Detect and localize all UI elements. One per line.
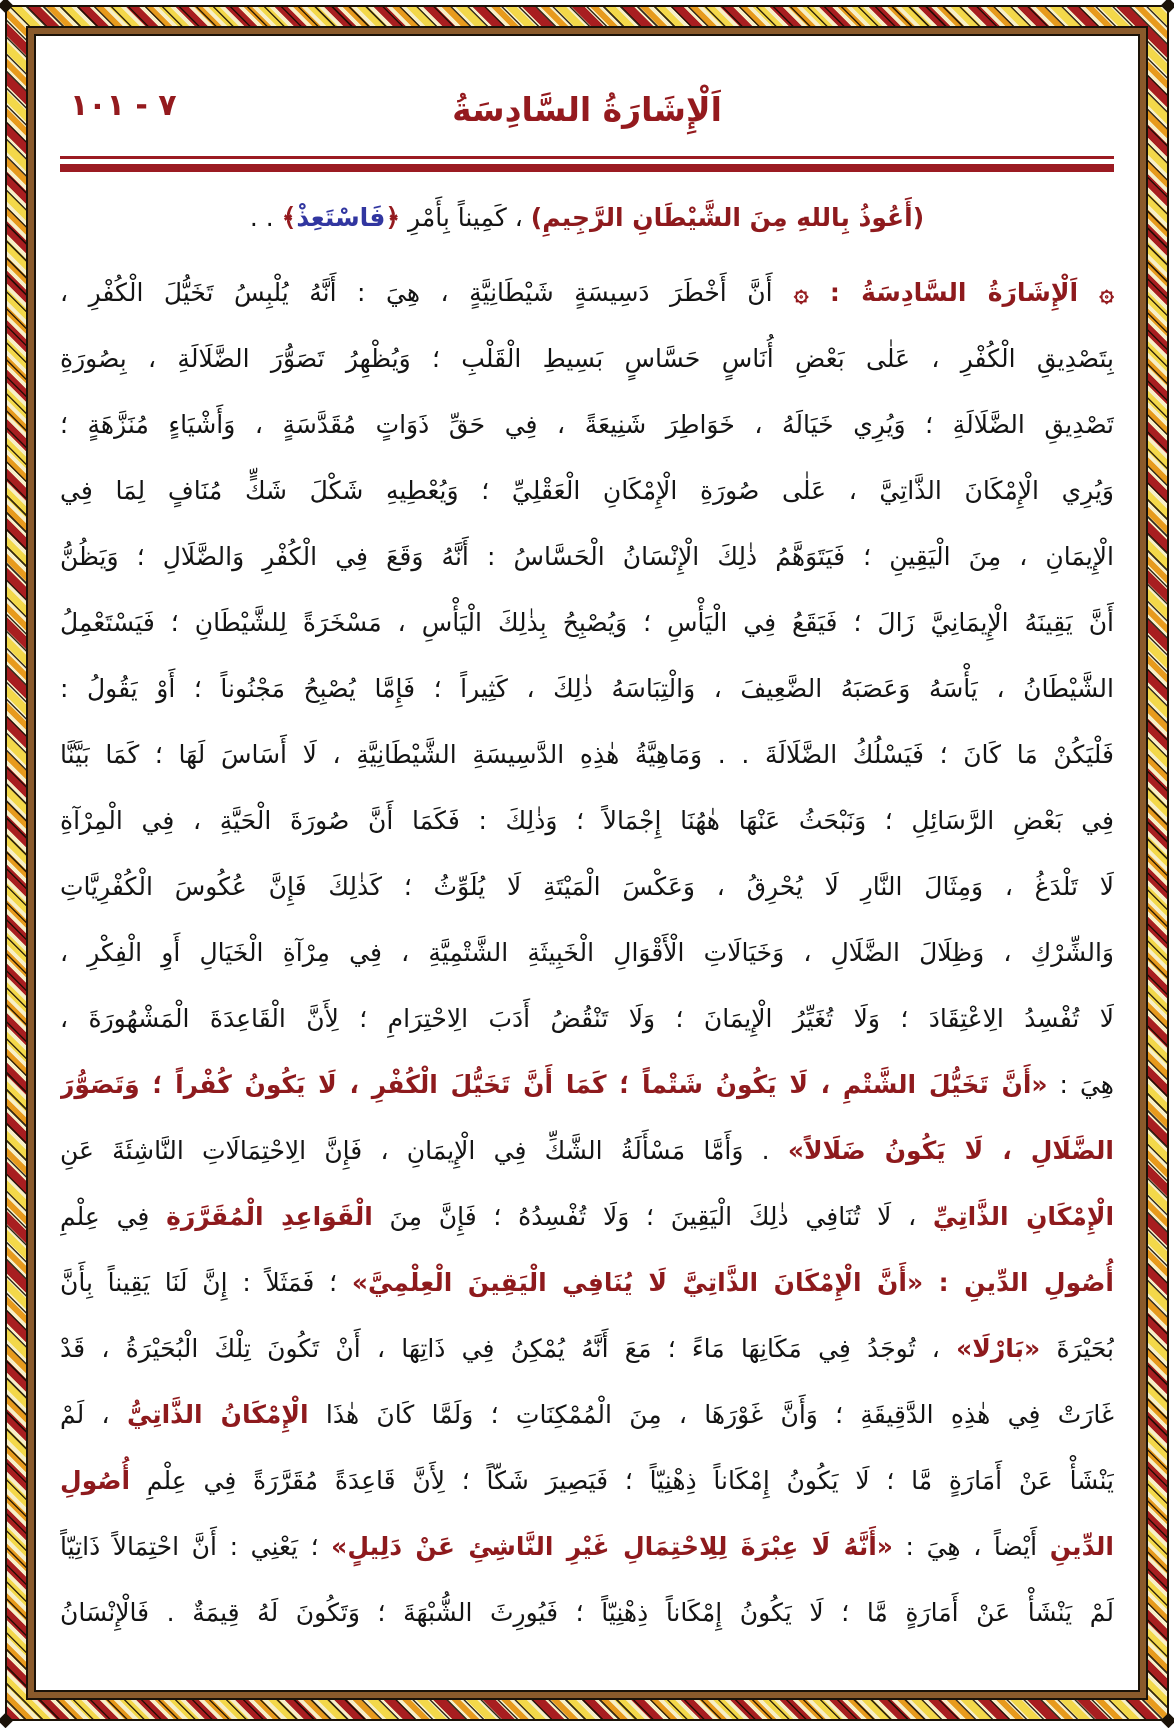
text-line — [60, 1250, 1114, 1316]
term-highlight: الدِّينِ — [1049, 1532, 1114, 1561]
text-segment: الْإِيمَانِ ، مِنَ الْيَقِينِ ؛ فَيَتَوَهَّمُ ذٰلِكَ الْإِنْسَانُ الْحَسَّاسُ : أَنَّهُ وَقَعَ فِي الْكُفْرِ وَالضَّلَالِ ؛ وَيَظُنُّ — [60, 542, 1114, 571]
text-segment: أَنَّ يَقِينَهُ الْإِيمَانِيَّ زَالَ ؛ فَيَقَعُ فِي الْيَأْسِ ؛ وَيُصْبِحُ بِذٰلِكَ الْيَأْسِ ، مَسْخَرَةً لِلشَّيْطَانِ ؛ فَيَسْتَعْمِلُ — [60, 608, 1114, 637]
text-segment: فَلْيَكُنْ مَا كَانَ ؛ فَيَسْلُكُ الضَّلَالَةَ . . وَمَاهِيَّةُ هٰذِهِ الدَّسِيسَةِ الشَّيْطَانِيَّةِ ، لَا أَسَاسَ لَهَا ؛ كَمَا بَيَّنَّا — [60, 740, 1114, 769]
rosette-ornament-icon: ۞ — [1078, 278, 1114, 307]
rosette-ornament-icon: ۞ — [772, 278, 809, 307]
text-line — [60, 986, 1114, 1052]
text-line — [60, 854, 1114, 920]
text-line — [60, 1514, 1114, 1580]
page-content — [34, 34, 1140, 1692]
text-segment: بُحَيْرَةَ — [1040, 1334, 1114, 1363]
text-line — [60, 656, 1114, 722]
text-segment: ، لَا تُنَافِي ذٰلِكَ الْيَقِينَ ؛ وَلَا تُفْسِدُهُ ؛ فَإِنَّ مِنَ — [372, 1202, 933, 1231]
text-line — [60, 1118, 1114, 1184]
page-number: ٧ - ١٠١ — [70, 88, 177, 123]
famous-rule-quote: الضَّلَالِ ، لَا يَكُونُ ضَلَالاً» — [787, 1136, 1114, 1165]
text-segment: . وَأَمَّا مَسْأَلَةُ الشَّكِّ فِي الْإِيمَانِ ، فَإِنَّ الِاحْتِمَالَاتِ النَّاشِئَةَ عَنِ — [60, 1136, 788, 1165]
usul-rule-quote: «أَنَّهُ لَا عِبْرَةَ لِلِاحْتِمَالِ غَيْرِ النَّاشِئِ عَنْ دَلِيلٍ» — [331, 1532, 893, 1561]
text-line — [60, 176, 1114, 260]
text-segment: فِي بَعْضِ الرَّسَائِلِ ؛ وَنَبْحَثُ عَنْهَا هٰهُنَا إِجْمَالاً ؛ وَذٰلِكَ : فَكَمَا أَنَّ صُورَةَ الْحَيَّةِ ، فِي الْمِرْآةِ — [60, 806, 1114, 835]
page-inner-panel — [28, 28, 1146, 1698]
text-segment: لَا تَلْدَغُ ، وَمِثَالَ النَّارِ لَا يُحْرِقُ ، وَعَكْسَ الْمَيْتَةِ لَا يُلَوِّثُ ؛ كَذٰلِكَ فَإِنَّ عُكُوسَ الْكُفْرِيَّاتِ — [60, 872, 1114, 901]
text-line — [60, 1316, 1114, 1382]
text-line — [60, 1382, 1114, 1448]
text-segment: ، تُوجَدُ فِي مَكَانِهَا مَاءً ؛ مَعَ أَنَّهُ يُمْكِنُ فِي ذَاتِهَا ، أَنْ تَكُونَ تِلْكَ الْبُحَيْرَةُ ، قَدْ — [60, 1334, 957, 1363]
text-segment: لَمْ يَنْشَأْ عَنْ أَمَارَةٍ مَّا ؛ لَا يَكُونُ إِمْكَاناً ذِهْنِيّاً ؛ فَيُورِثَ الشُّبْهَةَ ؛ وَتَكُونَ لَهُ قِيمَةٌ . فَالْإِنْسَانُ — [60, 1598, 1114, 1627]
text-segment: أَيْضاً ، هِيَ : — [892, 1532, 1050, 1561]
text-line — [60, 260, 1114, 326]
text-segment: غَارَتْ فِي هٰذِهِ الدَّقِيقَةِ ؛ وَأَنَّ غَوْرَهَا ، مِنَ الْمُمْكِنَاتِ ؛ وَلَمَّا كَانَ هٰذَا — [308, 1400, 1114, 1429]
term-highlight: الْقَوَاعِدِ الْمُقَرَّرَةِ — [166, 1202, 373, 1231]
text-line — [60, 920, 1114, 986]
text-line — [60, 392, 1114, 458]
text-line — [60, 1580, 1114, 1646]
text-line — [60, 458, 1114, 524]
term-highlight: الْإِمْكَانِ الذَّاتِيِّ — [932, 1202, 1114, 1231]
text-segment: يَنْشَأْ عَنْ أَمَارَةٍ مَّا ؛ لَا يَكُونُ إِمْكَاناً ذِهْنِيّاً ؛ فَيَصِيرَ شَكّاً ؛ لِأَنَّ قَاعِدَةً مُقَرَّرَةً فِي عِلْمِ — [130, 1466, 1114, 1495]
text-line — [60, 524, 1114, 590]
text-line — [60, 1448, 1114, 1514]
text-line — [60, 1052, 1114, 1118]
text-line — [60, 326, 1114, 392]
header-divider-rule — [60, 156, 1114, 172]
text-segment: الشَّيْطَانُ ، يَأْسَهُ وَعَصَبَهُ الضَّعِيفَ ، وَالْتِبَاسَهُ ذٰلِكَ ، كَثِيراً ؛ فَإِمَّا يُصْبِحُ مَجْنُوناً ؛ أَوْ يَقُولُ : — [60, 674, 1114, 703]
section-heading: اَلْإِشَارَةُ السَّادِسَةُ : — [808, 278, 1079, 307]
famous-rule-quote: «أَنَّ تَخَيُّلَ الشَّتْمِ ، لَا يَكُونُ شَتْماً ؛ كَمَا أَنَّ تَخَيُّلَ الْكُفْرِ ، لَا يَكُونُ كُفْراً ؛ وَتَصَوُّرَ — [60, 1070, 1048, 1099]
page-header — [60, 74, 1114, 146]
text-line — [60, 590, 1114, 656]
quran-word: فَاسْتَعِذْ — [296, 203, 386, 232]
ornate-bracket-right-icon: ﴿ — [385, 203, 401, 232]
text-segment: ؛ يَعْنِي : أَنَّ احْتِمَالاً ذَاتِيّاً — [60, 1532, 332, 1561]
term-highlight: الْإِمْكَانُ الذَّاتِيُّ — [126, 1400, 309, 1429]
ornate-bracket-left-icon: ﴾ — [281, 203, 297, 232]
text-segment: ؛ فَمَثَلاً : إِنَّ لَنَا يَقِيناً بِأَنَّ — [60, 1268, 352, 1297]
istiadha-text: (أَعُوذُ بِاللهِ مِنَ الشَّيْطَانِ الرَّجِيمِ) — [530, 203, 925, 232]
text-segment: وَالشِّرْكِ ، وَظِلَالَ الضَّلَالِ ، وَخَيَالَاتِ الْأَقْوَالِ الْخَبِيثَةِ الشَّتْمِيَّةِ ، فِي مِرْآةِ الْخَيَالِ أَوِ الْفِكْرِ ، — [60, 938, 1114, 967]
place-name: «بَارْلَا» — [956, 1334, 1041, 1363]
text-line — [60, 788, 1114, 854]
usul-rule-quote: أُصُولِ الدِّينِ : «أَنَّ الْإِمْكَانَ الذَّاتِيَّ لَا يُنَافِي الْيَقِينَ الْعِلْمِيَّ» — [351, 1268, 1114, 1297]
text-segment: بِتَصْدِيقِ الْكُفْرِ ، عَلٰى بَعْضِ أُنَاسٍ حَسَّاسٍ بَسِيطِ الْقَلْبِ ؛ وَيُظْهِرُ تَصَوُّرَ الضَّلَالَةِ ، بِصُورَةِ — [60, 344, 1114, 373]
text-segment: أَنَّ أَخْطَرَ دَسِيسَةٍ شَيْطَانِيَّةٍ ، هِيَ : أَنَّهُ يُلْبِسُ تَخَيُّلَ الْكُفْرِ ، — [60, 278, 773, 307]
ornamental-border — [5, 5, 1169, 1721]
page-title: اَلْإِشَارَةُ السَّادِسَةُ — [452, 90, 722, 129]
text-segment: هِيَ : — [1047, 1070, 1114, 1099]
text-segment: فِي عِلْمِ — [60, 1202, 167, 1231]
text-segment: وَيُرِي الْإِمْكَانَ الذَّاتِيَّ ، عَلٰى صُورَةِ الْإِمْكَانِ الْعَقْلِيِّ ؛ وَيُعْطِيهِ شَكْلَ شَكٍّ مُنَافٍ لِمَا فِي — [60, 476, 1114, 505]
body-text — [60, 176, 1114, 1646]
text-segment: . . — [249, 203, 282, 232]
text-segment: ، لَمْ — [60, 1400, 127, 1429]
term-highlight: أُصُولِ — [60, 1466, 131, 1495]
text-line — [60, 722, 1114, 788]
text-segment: ، كَمِيناً بِأَمْرِ — [400, 203, 531, 232]
text-segment: لَا تُفْسِدُ الِاعْتِقَادَ ؛ وَلَا تُغَيِّرُ الْإِيمَانَ ؛ وَلَا تَنْقُضُ أَدَبَ الِاحْتِرَامِ ؛ لِأَنَّ الْقَاعِدَةَ الْمَشْهُورَةَ ، — [60, 1004, 1114, 1033]
text-line — [60, 1184, 1114, 1250]
text-segment: تَصْدِيقِ الضَّلَالَةِ ؛ وَيُرِي خَيَالَهُ ، خَوَاطِرَ شَنِيعَةً ، فِي حَقِّ ذَوَاتٍ مُقَدَّسَةٍ ، وَأَشْيَاءٍ مُنَزَّهَةٍ ؛ — [60, 410, 1114, 439]
